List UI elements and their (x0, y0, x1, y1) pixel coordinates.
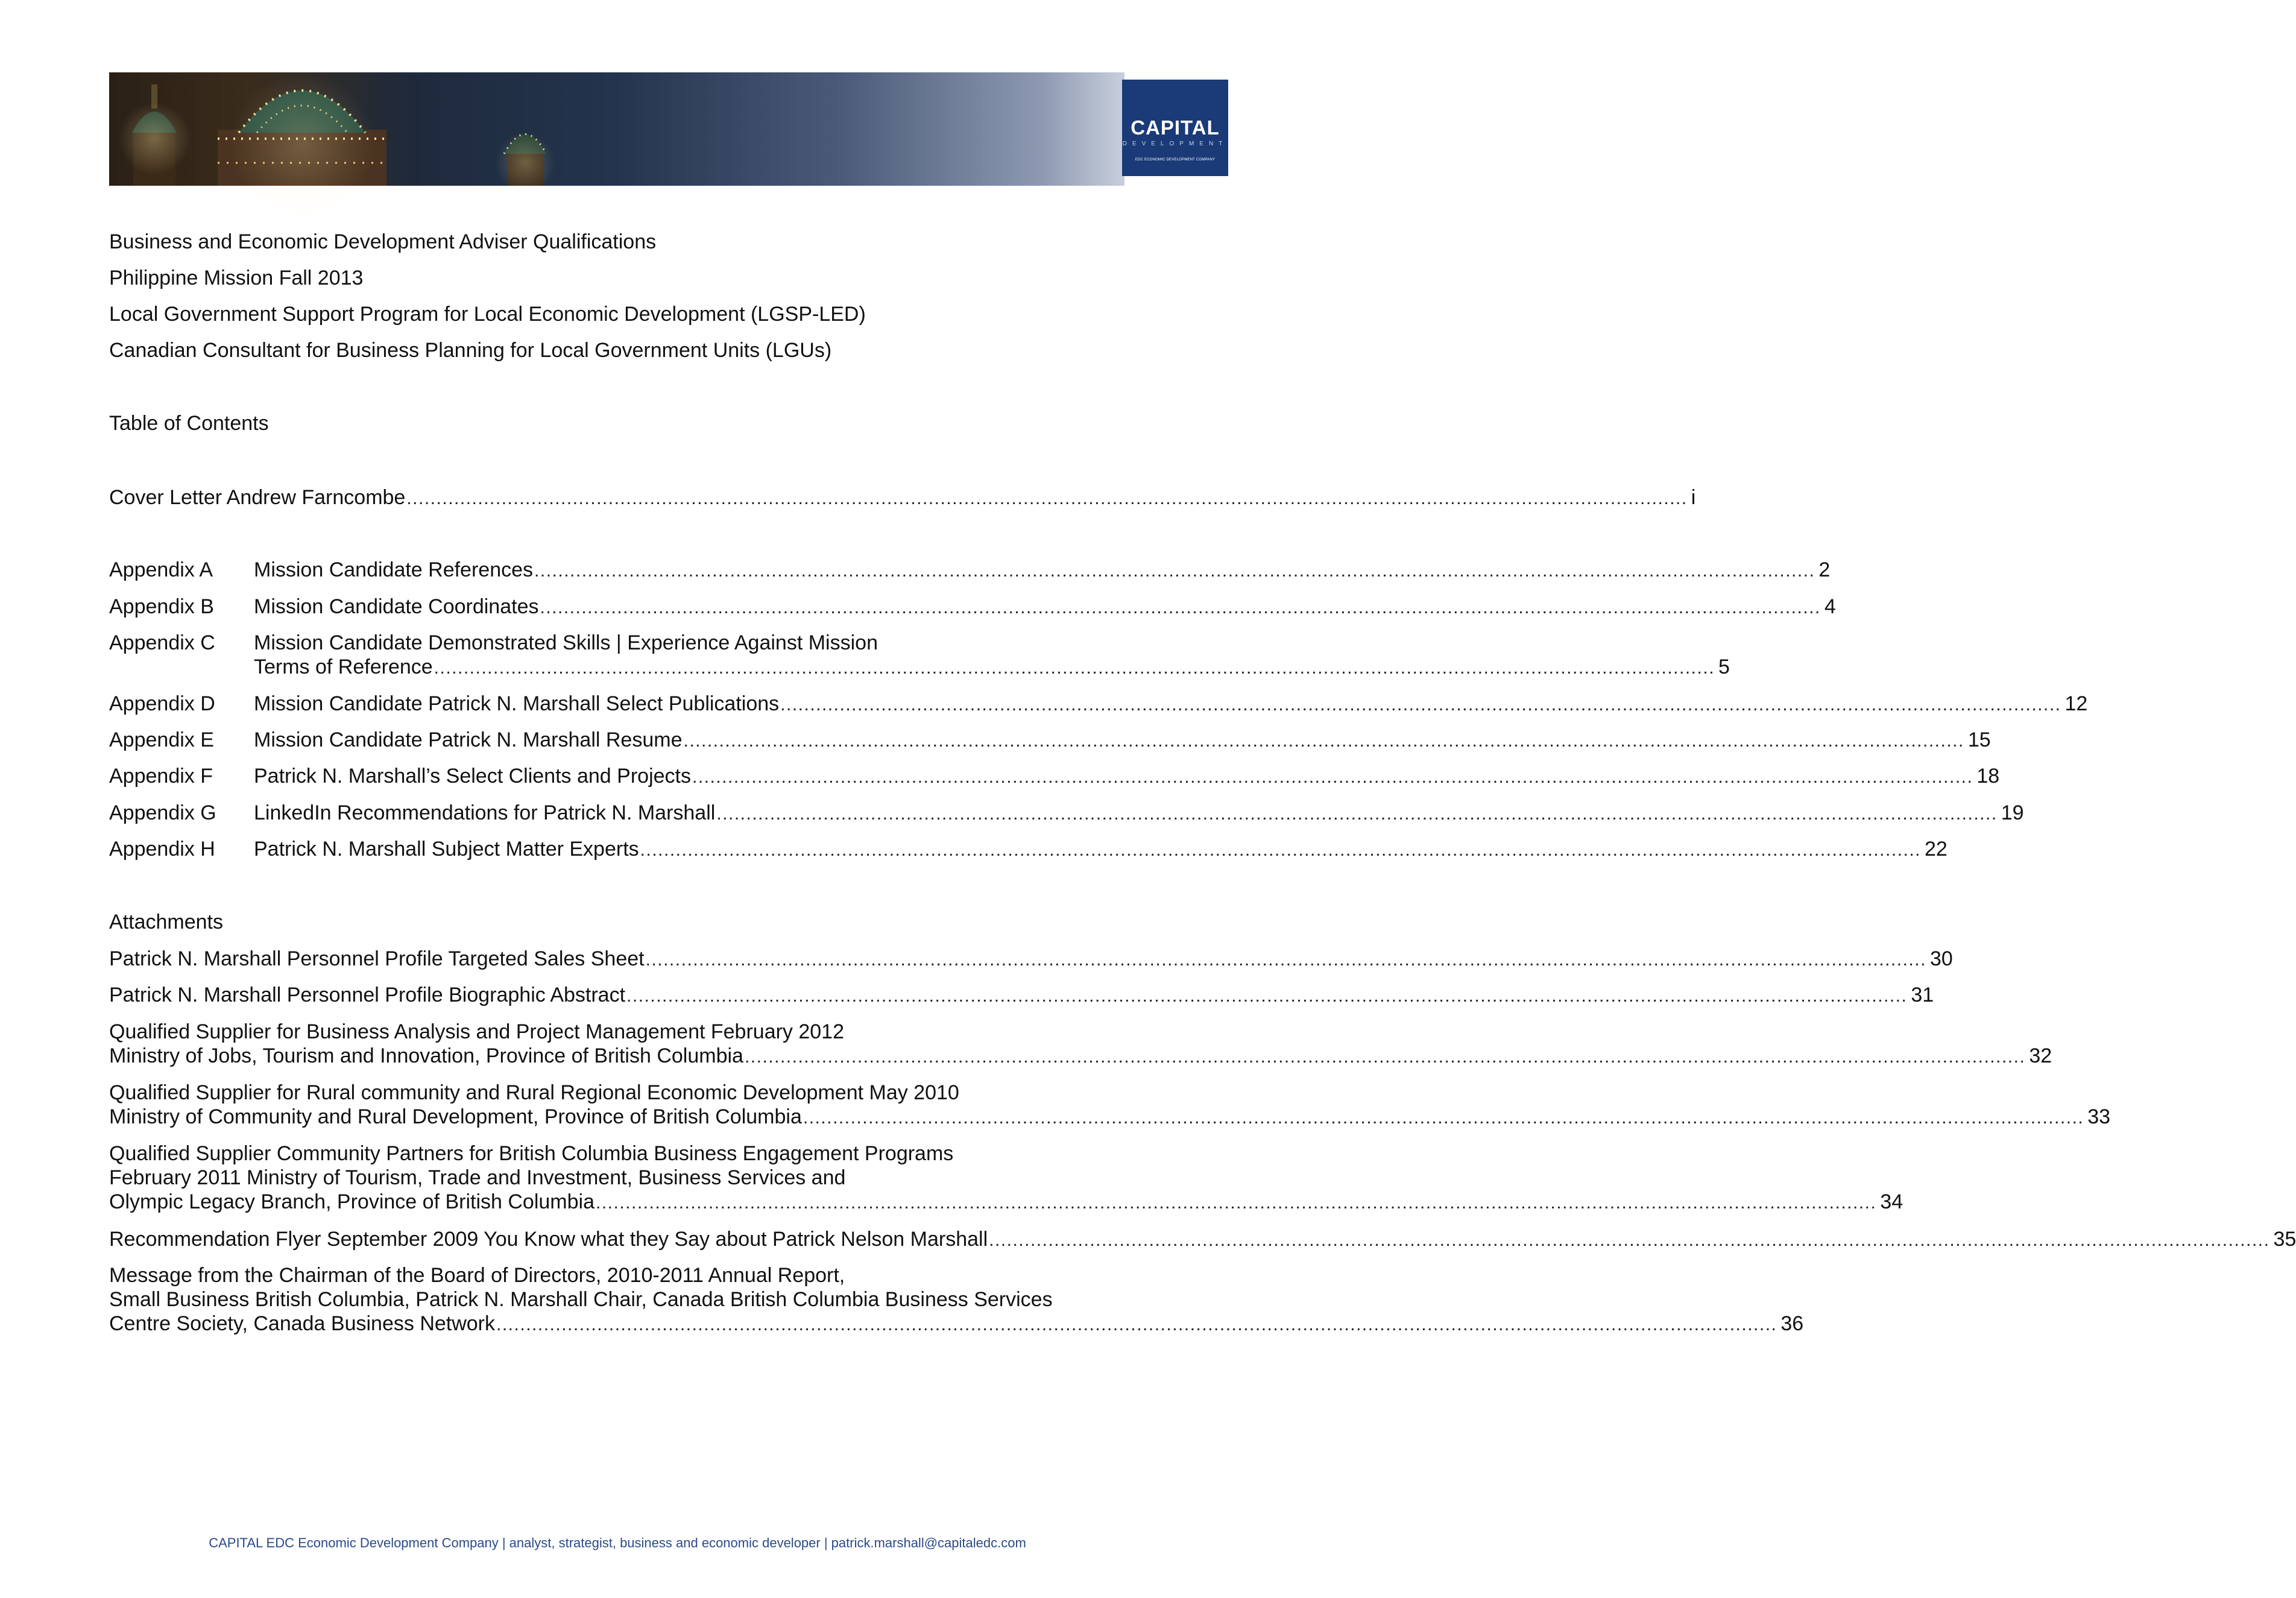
dot-leader: ........................................................................................................................................................................................................................ (989, 1230, 2270, 1250)
dot-leader: ........................................................................................................................................................................................................................ (645, 950, 1926, 970)
toc-entry-title: LinkedIn Recommendations for Patrick N. Marshall (254, 801, 716, 824)
toc-entry-title: Ministry of Jobs, Tourism and Innovation, Province of British Columbia (109, 1044, 743, 1067)
toc-entry-title-line: Message from the Chairman of the Board of Directors, 2010-2011 Annual Report, (109, 1264, 845, 1287)
toc-entry-page: 19 (2001, 801, 2024, 824)
appendix-id: Appendix A (109, 558, 213, 581)
toc-entry-page: 2 (1818, 558, 1831, 581)
page-footer: CAPITAL EDC Economic Development Company | analyst, strategist, business and economic developer | patrick.marshall@capitaledc.com (209, 1535, 1026, 1550)
toc-entry-page: 5 (1718, 655, 1730, 678)
logo-sub-text: DEVELOPMENT (1122, 140, 1228, 147)
toc-entry-title: Mission Candidate References (254, 558, 534, 581)
toc-entry-page: 22 (1925, 838, 1948, 861)
toc-entry-page: 4 (1824, 595, 1836, 618)
appendix-id: Appendix C (109, 631, 215, 654)
dot-leader: ........................................................................................................................................................................................................................ (434, 658, 1715, 678)
appendix-id: Appendix D (109, 692, 215, 715)
attachments-heading: Attachments (109, 911, 223, 933)
toc-entry-title: Patrick N. Marshall Personnel Profile Biographic Abstract (109, 984, 626, 1006)
toc-entry-title: Olympic Legacy Branch, Province of British Columbia (109, 1190, 594, 1213)
toc-entry-page: 31 (1911, 984, 1934, 1006)
toc-entry-title: Terms of Reference (254, 655, 433, 678)
toc-entry-page: 36 (1780, 1312, 1804, 1335)
toc-entry-title: Recommendation Flyer September 2009 You Know what they Say about Patrick Nelson Marshall (109, 1228, 988, 1251)
logo-tagline: EDC ECONOMIC DEVELOPMENT COMPANY (1135, 157, 1216, 162)
toc-entry-title: Centre Society, Canada Business Network (109, 1312, 496, 1335)
consultant-role: Canadian Consultant for Business Planning for Local Government Units (LGUs) (109, 339, 832, 362)
header-banner (109, 72, 1228, 186)
toc-entry-title: Patrick N. Marshall Personnel Profile Targeted Sales Sheet (109, 947, 645, 970)
toc-entry-title: Mission Candidate Patrick N. Marshall Select Publications (254, 692, 780, 715)
dot-leader: ........................................................................................................................................................................................................................ (803, 1108, 2084, 1128)
toc-entry-title: Mission Candidate Patrick N. Marshall Resume (254, 728, 683, 751)
toc-entry-page: i (1691, 486, 1696, 509)
dot-leader: ........................................................................................................................................................................................................................ (596, 1193, 1877, 1213)
logo-main-text: CAPITAL (1131, 116, 1220, 139)
dot-leader: ........................................................................................................................................................................................................................ (640, 840, 1922, 860)
dot-leader: ........................................................................................................................................................................................................................ (496, 1315, 1777, 1334)
dot-leader: ........................................................................................................................................................................................................................ (716, 804, 1998, 824)
toc-entry-title-line: February 2011 Ministry of Tourism, Trade and Investment, Business Services and (109, 1166, 846, 1189)
toc-entry-title: Mission Candidate Coordinates (254, 595, 539, 618)
toc-entry-title: Cover Letter Andrew Farncombe (109, 486, 406, 509)
toc-entry-page: 15 (1967, 728, 1991, 751)
toc-entry-page: 18 (1976, 765, 2000, 788)
toc-entry-page: 30 (1929, 947, 1953, 970)
toc-entry-title: Ministry of Community and Rural Development, Province of British Columbia (109, 1105, 802, 1128)
capital-logo (1122, 80, 1228, 176)
doc-subtitle: Philippine Mission Fall 2013 (109, 267, 364, 289)
toc-entry-title: Patrick N. Marshall Subject Matter Experts (254, 838, 639, 861)
toc-entry-title-line: Qualified Supplier for Business Analysis and Project Management February 2012 (109, 1020, 845, 1043)
toc-entry-page: 35 (2273, 1228, 2296, 1251)
appendix-id: Appendix B (109, 595, 214, 618)
appendix-id: Appendix F (109, 765, 213, 788)
dot-leader: ........................................................................................................................................................................................................................ (534, 561, 1815, 581)
appendix-id: Appendix G (109, 801, 216, 824)
toc-entry-page: 12 (2064, 692, 2088, 715)
dot-leader: ........................................................................................................................................................................................................................ (692, 767, 1973, 787)
doc-title: Business and Economic Development Adviser Qualifications (109, 230, 657, 253)
appendix-id: Appendix E (109, 728, 214, 751)
dot-leader: ........................................................................................................................................................................................................................ (406, 488, 1688, 508)
dot-leader: ........................................................................................................................................................................................................................ (744, 1047, 2026, 1067)
toc-entry-title-line: Mission Candidate Demonstrated Skills | Experience Against Mission (254, 631, 878, 654)
toc-heading: Table of Contents (109, 412, 269, 435)
toc-entry-title-line: Qualified Supplier Community Partners for British Columbia Business Engagement Programs (109, 1142, 954, 1165)
dot-leader: ........................................................................................................................................................................................................................ (540, 598, 1821, 617)
toc-entry-title-line: Qualified Supplier for Rural community and Rural Regional Economic Development May 2010 (109, 1081, 959, 1104)
appendix-id: Appendix H (109, 838, 215, 861)
toc-entry-title-line: Small Business British Columbia, Patrick N. Marshall Chair, Canada British Columbia Business Services (109, 1288, 1053, 1311)
toc-entry-title: Patrick N. Marshall’s Select Clients and Projects (254, 765, 691, 788)
dot-leader: ........................................................................................................................................................................................................................ (780, 695, 2061, 715)
toc-entry-page: 34 (1880, 1190, 1903, 1213)
toc-entry-page: 32 (2029, 1044, 2052, 1067)
toc-entry-page: 33 (2087, 1105, 2111, 1128)
dot-leader: ........................................................................................................................................................................................................................ (626, 986, 1908, 1006)
dot-leader: ........................................................................................................................................................................................................................ (683, 731, 1964, 751)
legislature-dome-photo (109, 72, 1124, 186)
program-name: Local Government Support Program for Local Economic Development (LGSP-LED) (109, 303, 866, 326)
